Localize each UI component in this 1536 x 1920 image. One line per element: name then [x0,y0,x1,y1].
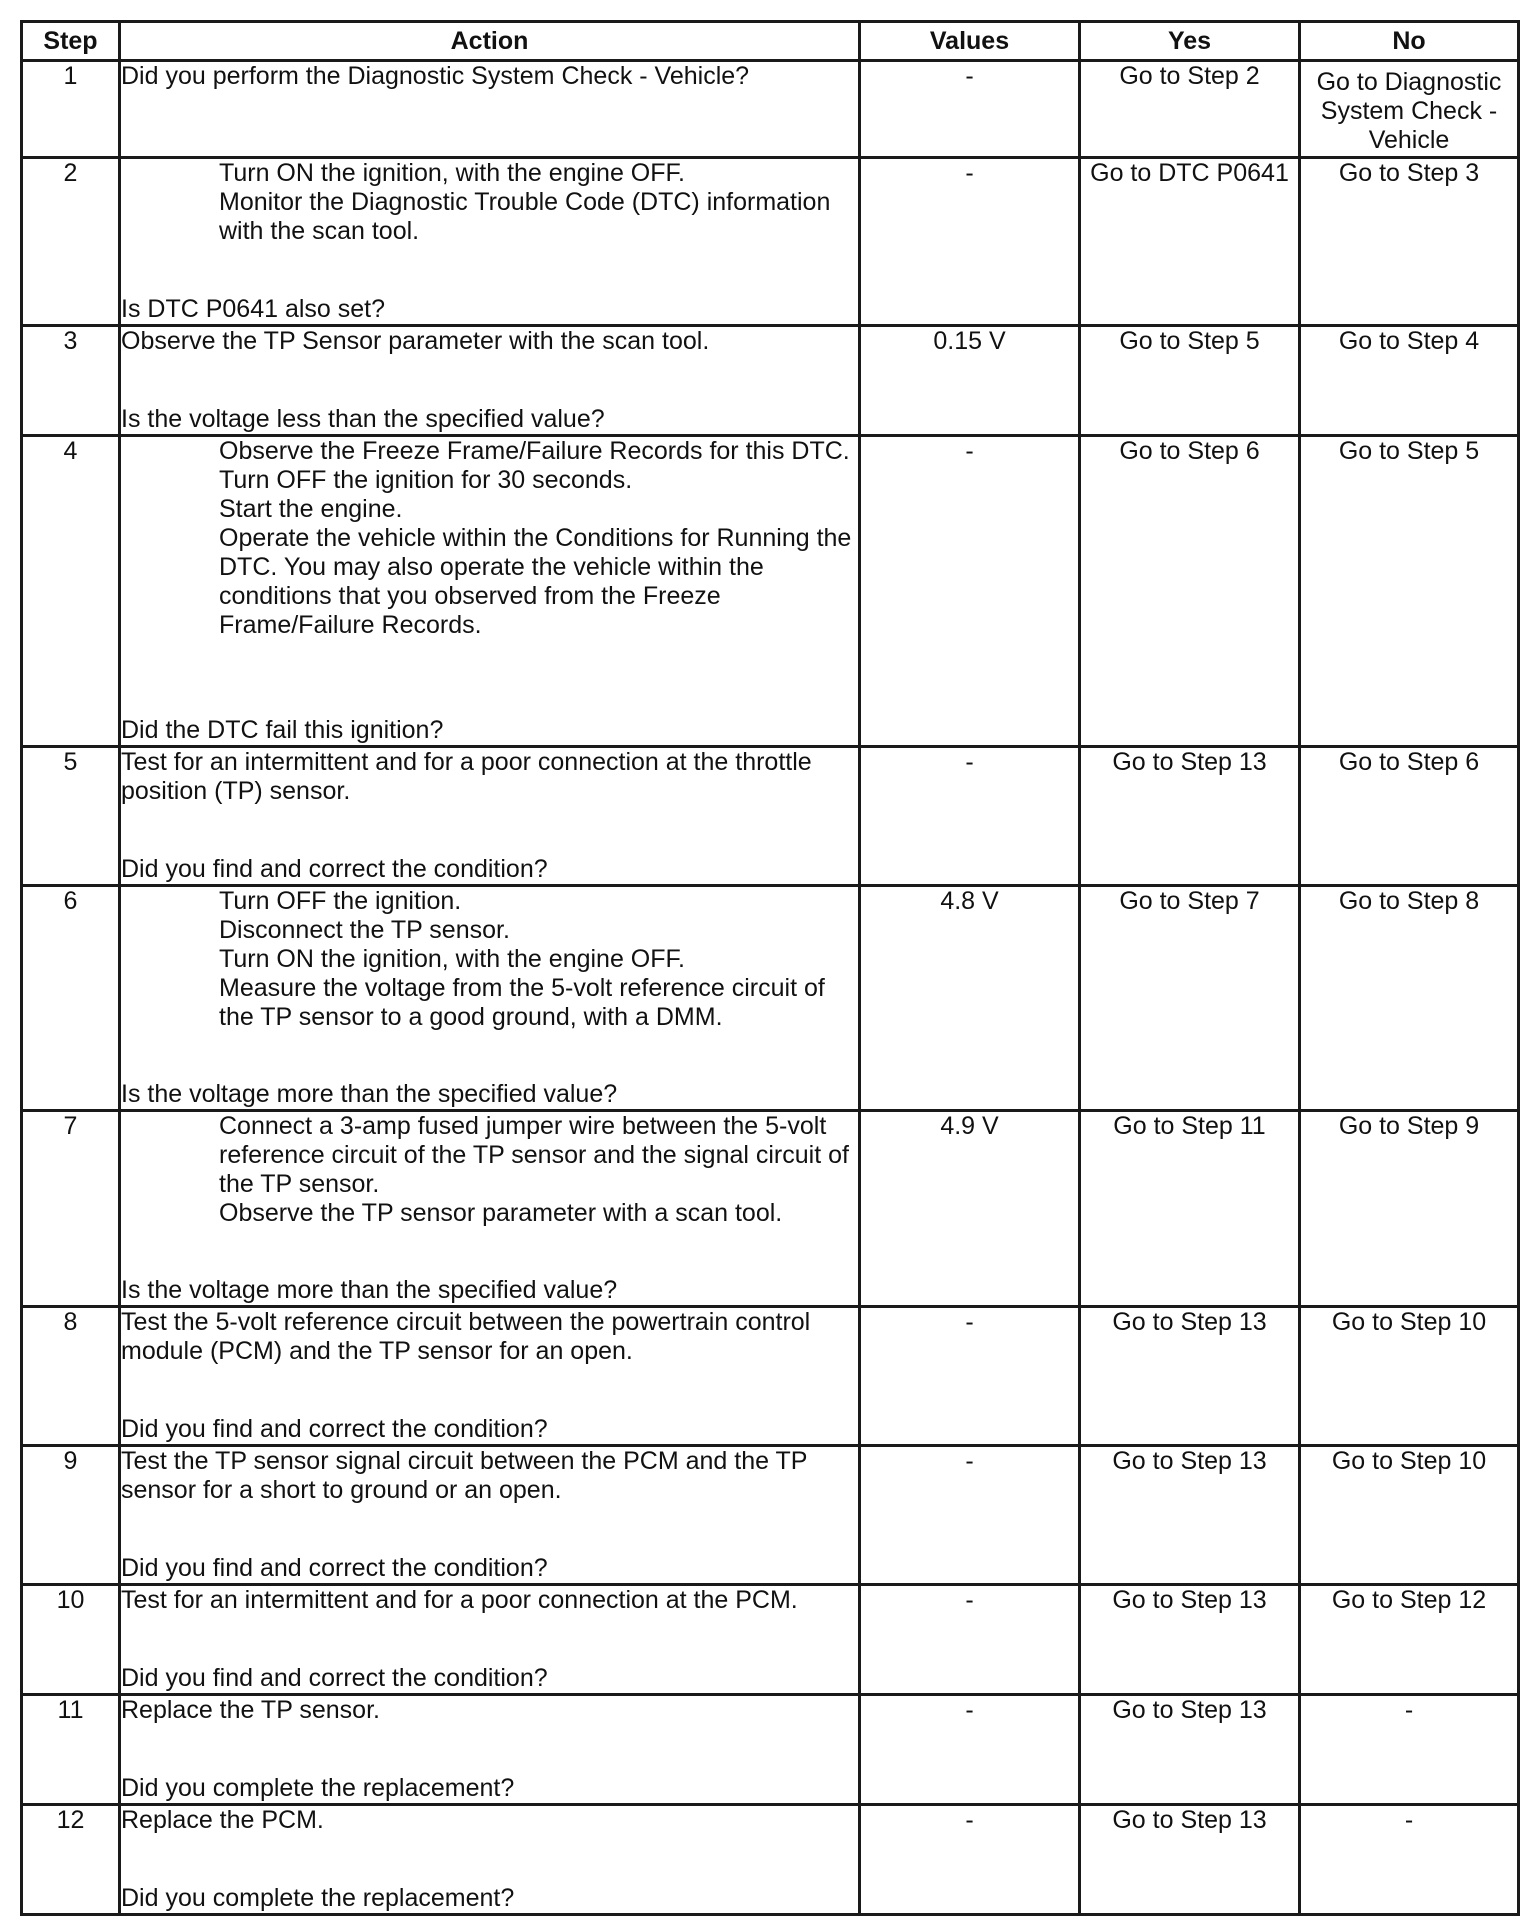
action-cell [120,1585,860,1695]
value-cell: - [860,747,1080,886]
no-cell: Go to Step 10 [1300,1307,1519,1446]
action-cell [120,1307,860,1446]
no-cell: Go to Step 10 [1300,1446,1519,1585]
value-cell: - [860,1805,1080,1915]
value-cell: - [860,436,1080,747]
action-question: Did you complete the replacement? [121,1774,515,1802]
step-number: 9 [22,1446,120,1585]
action-line: Observe the Freeze Frame/Failure Records for this DTC. [219,437,850,465]
action-line: Disconnect the TP sensor. [219,916,510,944]
yes-cell: Go to Step 13 [1080,1805,1300,1915]
step-number: 10 [22,1585,120,1695]
value-cell: - [860,1585,1080,1695]
action-question: Did the DTC fail this ignition? [121,716,444,744]
no-cell: Go to Step 12 [1300,1585,1519,1695]
action-line: Connect a 3-amp fused jumper wire between the 5-volt reference circuit of the TP sensor and the signal circuit of the TP sensor. [219,1112,849,1198]
step-number: 1 [22,61,120,158]
yes-cell: Go to DTC P0641 [1080,158,1300,326]
action-line: Test for an intermittent and for a poor connection at the PCM. [121,1586,798,1614]
table-row-step-6 [22,886,1519,1111]
value-cell: - [860,1446,1080,1585]
action-question: Is the voltage more than the specified value? [121,1080,618,1108]
action-question: Is the voltage more than the specified value? [121,1276,618,1304]
no-cell: Go to Diagnostic System Check - Vehicle [1300,61,1519,158]
yes-cell: Go to Step 13 [1080,1446,1300,1585]
table-row-step-5 [22,747,1519,886]
action-question: Did you find and correct the condition? [121,1554,548,1582]
action-line: Observe the TP Sensor parameter with the scan tool. [121,327,710,355]
action-line: Monitor the Diagnostic Trouble Code (DTC) information with the scan tool. [219,188,831,245]
yes-cell: Go to Step 13 [1080,1307,1300,1446]
yes-cell: Go to Step 5 [1080,326,1300,436]
table-row-step-7 [22,1111,1519,1307]
action-cell [120,326,860,436]
action-line: Measure the voltage from the 5-volt reference circuit of the TP sensor to a good ground, with a DMM. [219,974,825,1031]
action-line: Replace the TP sensor. [121,1696,380,1724]
action-cell [120,158,860,326]
value-cell: - [860,61,1080,158]
action-cell [120,1111,860,1307]
action-question: Did you complete the replacement? [121,1884,515,1912]
value-cell: - [860,158,1080,326]
no-cell: Go to Step 8 [1300,886,1519,1111]
table-row-step-4 [22,436,1519,747]
step-number: 5 [22,747,120,886]
action-line: Turn ON the ignition, with the engine OFF. [219,159,685,187]
action-line: Test for an intermittent and for a poor connection at the throttle position (TP) sensor. [121,748,812,805]
header-yes: Yes [1080,22,1300,61]
action-cell [120,886,860,1111]
action-line: Test the TP sensor signal circuit between the PCM and the TP sensor for a short to ground or an open. [121,1447,808,1504]
step-number: 6 [22,886,120,1111]
table-row-step-8 [22,1307,1519,1446]
diagnostic-table [20,20,1520,1916]
action-line: Turn OFF the ignition. [219,887,462,915]
action-line: Replace the PCM. [121,1806,324,1834]
header-step: Step [22,22,120,61]
action-cell [120,747,860,886]
value-cell: - [860,1307,1080,1446]
no-cell: Go to Step 3 [1300,158,1519,326]
action-question: Did you find and correct the condition? [121,855,548,883]
value-cell: 4.8 V [860,886,1080,1111]
yes-cell: Go to Step 13 [1080,747,1300,886]
action-cell [120,1446,860,1585]
step-number: 12 [22,1805,120,1915]
yes-cell: Go to Step 2 [1080,61,1300,158]
table-row-step-1 [22,61,1519,158]
action-line: Test the 5-volt reference circuit between the powertrain control module (PCM) and the TP sensor for an open. [121,1308,811,1365]
step-number: 11 [22,1695,120,1805]
yes-cell: Go to Step 13 [1080,1695,1300,1805]
header-action: Action [120,22,860,61]
header-row [22,22,1519,61]
action-cell [120,1805,860,1915]
table-row-step-12 [22,1805,1519,1915]
table-row-step-10 [22,1585,1519,1695]
action-line: Observe the TP sensor parameter with a scan tool. [219,1199,783,1227]
table-row-step-2 [22,158,1519,326]
no-cell: Go to Step 6 [1300,747,1519,886]
no-cell: Go to Step 5 [1300,436,1519,747]
action-question: Did you find and correct the condition? [121,1664,548,1692]
header-no: No [1300,22,1519,61]
value-cell: - [860,1695,1080,1805]
action-question: Is the voltage less than the specified value? [121,405,605,433]
action-line: Turn OFF the ignition for 30 seconds. [219,466,633,494]
action-line: Did you perform the Diagnostic System Check - Vehicle? [121,62,750,90]
action-line: Turn ON the ignition, with the engine OFF. [219,945,685,973]
action-cell [120,436,860,747]
step-number: 7 [22,1111,120,1307]
no-cell: Go to Step 9 [1300,1111,1519,1307]
action-line: Operate the vehicle within the Conditions for Running the DTC. You may also operate the vehicle within the conditions that you observed from the Freeze Frame/Failure Records. [219,524,852,639]
no-cell: - [1300,1805,1519,1915]
step-number: 8 [22,1307,120,1446]
no-cell: Go to Step 4 [1300,326,1519,436]
yes-cell: Go to Step 7 [1080,886,1300,1111]
action-line: Start the engine. [219,495,403,523]
table-row-step-9 [22,1446,1519,1585]
table-row-step-3 [22,326,1519,436]
action-question: Is DTC P0641 also set? [121,295,386,323]
action-question: Did you find and correct the condition? [121,1415,548,1443]
step-number: 2 [22,158,120,326]
no-cell: - [1300,1695,1519,1805]
value-cell: 4.9 V [860,1111,1080,1307]
header-values: Values [860,22,1080,61]
step-number: 3 [22,326,120,436]
step-number: 4 [22,436,120,747]
yes-cell: Go to Step 13 [1080,1585,1300,1695]
table-row-step-11 [22,1695,1519,1805]
value-cell: 0.15 V [860,326,1080,436]
action-cell [120,61,860,158]
yes-cell: Go to Step 11 [1080,1111,1300,1307]
action-cell [120,1695,860,1805]
yes-cell: Go to Step 6 [1080,436,1300,747]
